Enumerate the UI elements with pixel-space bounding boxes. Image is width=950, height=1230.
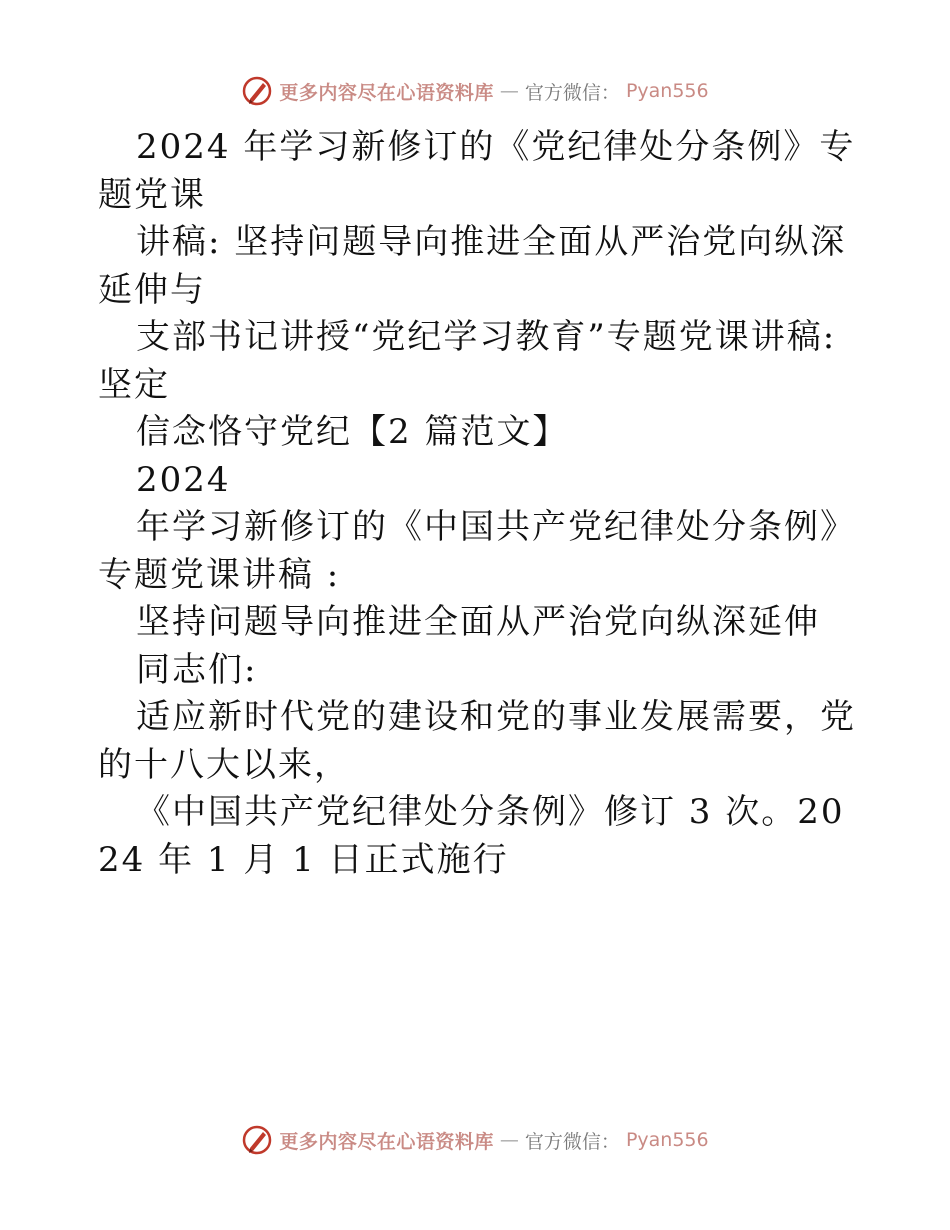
paragraph: 支部书记讲授“党纪学习教育”专题党课讲稿: 坚定 (98, 317, 837, 405)
watermark-wechat-id: Pyan556 (625, 1129, 709, 1151)
paragraph: 坚持问题导向推进全面从严治党向纵深延伸 (136, 602, 820, 642)
paragraph: 《中国共产党纪律处分条例》修订 3 次。2024 年 1 月 1 日正式施行 (98, 792, 845, 880)
paragraph: 讲稿: 坚持问题导向推进全面从严治党向纵深延伸与 (98, 222, 847, 310)
footer-watermark (0, 1120, 950, 1160)
pen-logo-icon (241, 75, 273, 107)
pen-logo-icon (241, 1124, 273, 1156)
paragraph: 适应新时代党的建设和党的事业发展需要，党的十八大以来， (98, 697, 856, 785)
paragraph: 2024 (136, 459, 231, 500)
header-watermark (0, 71, 950, 111)
paragraph: 同志们: (136, 649, 258, 690)
document-body (98, 124, 858, 884)
paragraph: 信念恪守党纪【2 篇范文】 (136, 412, 569, 452)
watermark-site-name: 更多内容尽在心语资料库 (279, 81, 494, 104)
watermark-dash: — (499, 80, 519, 102)
paragraph: 2024 年学习新修订的《党纪律处分条例》专题党课 (98, 127, 856, 215)
watermark-wechat-label: 官方微信： (524, 1130, 620, 1153)
watermark-dash: — (499, 1129, 519, 1151)
watermark-wechat-label: 官方微信： (524, 81, 620, 104)
watermark-wechat-id: Pyan556 (625, 80, 709, 102)
watermark-site-name: 更多内容尽在心语资料库 (279, 1130, 494, 1153)
paragraph: 年学习新修订的《中国共产党纪律处分条例》专题党课讲稿 : (98, 507, 856, 595)
